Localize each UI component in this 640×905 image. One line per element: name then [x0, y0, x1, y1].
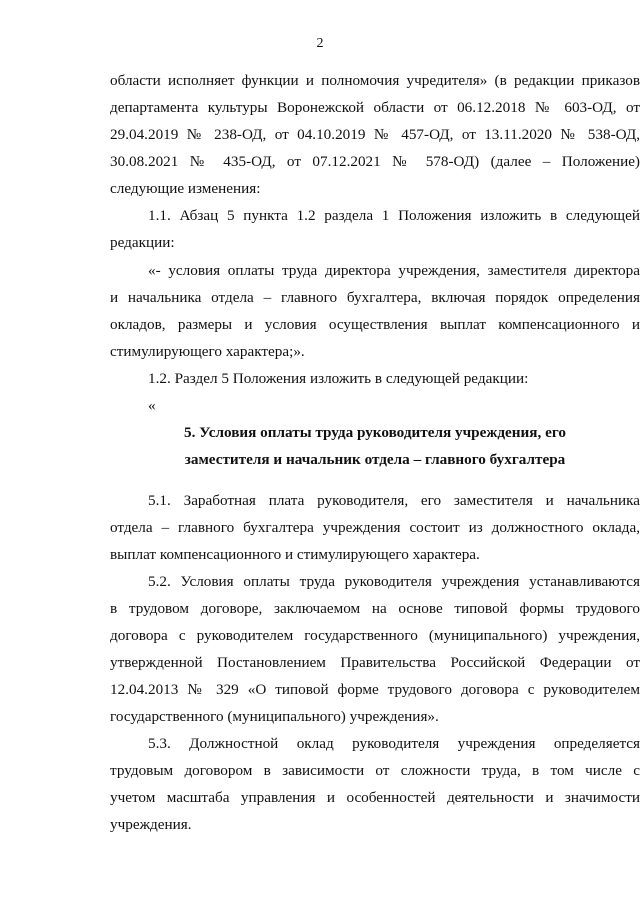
paragraph-5-2-first-line: 5.2. Условия оплаты труда руководителя учреждения устанавливаются [148, 573, 640, 590]
section-heading-line: 5. Условия оплаты труда руководителя учреждения, его [184, 424, 566, 441]
item-1-2-line: 1.2. Раздел 5 Положения изложить в следующей редакции: [148, 370, 529, 387]
paragraph-5-3-first-line: 5.3. Должностной оклад руководителя учреждения определяется [148, 735, 640, 752]
intro-line: департамента культуры Воронежской области от 06.12.2018 № 603-ОД, от [110, 99, 640, 116]
paragraph-5-3-line: учетом масштаба управления и особенностей деятельности и значимости [110, 789, 640, 806]
quote-line: и начальника отдела – главного бухгалтера, включая порядок определения [110, 289, 640, 306]
paragraph-5-3-line: учреждения. [110, 816, 192, 833]
quote-line: стимулирующего характера;». [110, 343, 305, 360]
quote-line: окладов, размеры и условия осуществления выплат компенсационного и [110, 316, 640, 333]
intro-line: области исполняет функции и полномочия учредителя» (в редакции приказов [110, 72, 640, 89]
paragraph-5-1-line: выплат компенсационного и стимулирующего характера. [110, 546, 480, 563]
paragraph-5-1-line: отдела – главного бухгалтера учреждения состоит из должностного оклада, [110, 519, 640, 536]
open-quote-mark: « [148, 397, 156, 414]
paragraph-5-2-line: в трудовом договоре, заключаемом на основе типовой формы трудового [110, 600, 640, 617]
paragraph-5-1-first-line: 5.1. Заработная плата руководителя, его заместителя и начальника [148, 492, 640, 509]
paragraph-5-2-line: утвержденной Постановлением Правительства Российской Федерации от [110, 654, 640, 671]
paragraph-5-2-line: договора с руководителем государственного (муниципального) учреждения, [110, 627, 640, 644]
item-1-1-line: редакции: [110, 234, 175, 251]
intro-line: 29.04.2019 № 238-ОД, от 04.10.2019 № 457-ОД, от 13.11.2020 № 538-ОД, [110, 126, 640, 143]
intro-line: 30.08.2021 № 435-ОД, от 07.12.2021 № 578-ОД) (далее – Положение) [110, 153, 640, 170]
page-number: 2 [316, 36, 324, 51]
section-heading-line: заместителя и начальник отдела – главного бухгалтера [184, 451, 566, 468]
paragraph-5-2-line: 12.04.2013 № 329 «О типовой форме трудового договора с руководителем [110, 681, 640, 698]
quote-first-line: «- условия оплаты труда директора учреждения, заместителя директора [148, 262, 640, 279]
item-1-1-first-line: 1.1. Абзац 5 пункта 1.2 раздела 1 Положения изложить в следующей [148, 207, 640, 224]
paragraph-5-2-line: государственного (муниципального) учреждения». [110, 708, 439, 725]
intro-line: следующие изменения: [110, 180, 261, 197]
paragraph-5-3-line: трудовым договором в зависимости от сложности труда, в том числе с [110, 762, 640, 779]
